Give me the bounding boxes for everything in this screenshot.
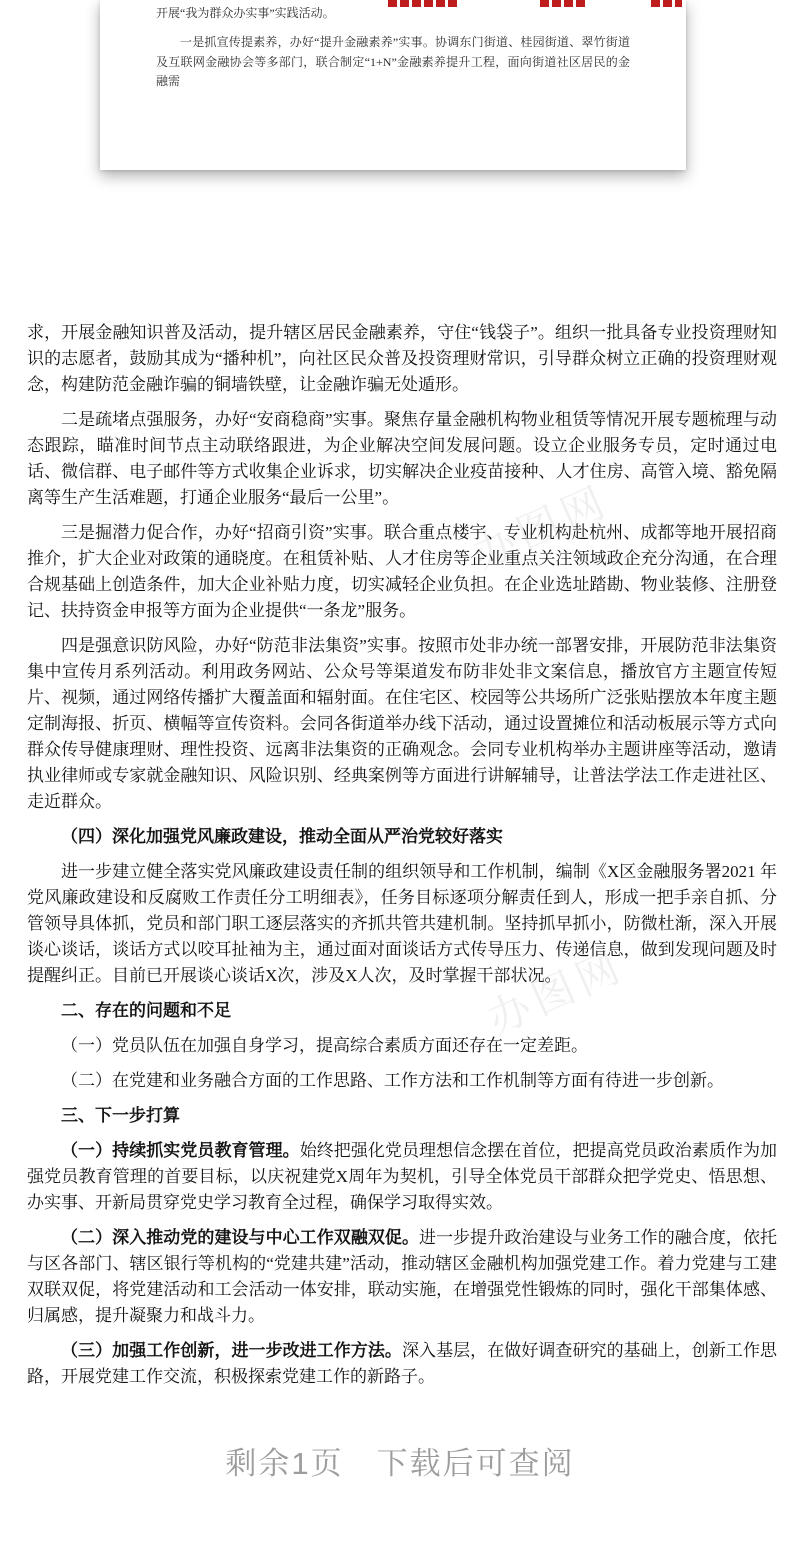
paragraph: 二是疏堵点强服务，办好“安商稳商”实事。聚焦存量金融机构物业租赁等情况开展专题梳理与动态跟踪，瞄准时间节点主动联络跟进，为企业解决空间发展问题。设立企业服务专员，定时通过电话、微信群、电子邮件等方式收集企业诉求，切实解决企业疫苗接种、人才住房、高管入境、豁免隔离等生产生活难题，打通企业服务“最后一公里”。 bbox=[27, 410, 777, 507]
site-watermark: 办图网 bbox=[465, 475, 617, 579]
paragraph: 开展“我为群众办实事”实践活动。 bbox=[156, 6, 335, 20]
section-heading: 三、下一步打算 bbox=[61, 1106, 180, 1125]
paragraph bbox=[27, 1138, 777, 1216]
section-heading: 二、存在的问题和不足 bbox=[61, 1001, 231, 1020]
paragraph: 求，开展金融知识普及活动，提升辖区居民金融素养，守住“钱袋子”。组织一批具备专业投资理财知识的志愿者，鼓励其成为“播种机”，向社区民众普及投资理财常识，引导群众树立正确的投资理财观念，构建防范金融诈骗的铜墙铁壁，让金融诈骗无处遁形。 bbox=[27, 323, 777, 394]
clipped-red-text-fragment bbox=[388, 0, 460, 7]
paragraph-text: 始终把强化党员理想信念摆在首位，把提高党员政治素质作为加强党员教育管理的首要目标，以庆祝建党X周年为契机，引导全体党员干部群众把学党史、悟思想、办实事、开新局贯穿党史学习教育全过程，确保学习取得实效。 bbox=[27, 1141, 778, 1212]
paragraph: （一）党员队伍在加强自身学习，提高综合素质方面还存在一定差距。 bbox=[61, 1036, 588, 1055]
document-page-2-content bbox=[27, 320, 777, 1399]
paragraph: 四是强意识防风险，办好“防范非法集资”实事。按照市处非办统一部署安排，开展防范非法集资集中宣传月系列活动。利用政务网站、公众号等渠道发布防非处非文案信息，播放官方主题宣传短片、视频，通过网络传播扩大覆盖面和辐射面。在住宅区、校园等公共场所广泛张贴摆放本年度主题定制海报、折页、横幅等宣传资料。会同各街道举办线下活动，通过设置摊位和活动板展示等方式向群众传导健康理财、理性投资、远离非法集资的正确观念。会同专业机构举办主题讲座等活动，邀请执业律师或专家就金融知识、风险识别、经典案例等方面进行讲解辅导，让普法学法工作走进社区、走近群众。 bbox=[27, 636, 777, 811]
document-page-1-preview bbox=[100, 0, 686, 170]
paragraph: 一是抓宣传提素养，办好“提升金融素养”实事。协调东门街道、桂园街道、翠竹街道及互联网金融协会等多部门，联合制定“1+N”金融素养提升工程，面向街道社区居民的金融需 bbox=[156, 35, 630, 88]
clipped-red-text-fragment bbox=[651, 0, 682, 7]
paragraph bbox=[27, 1338, 777, 1390]
paragraph-bold-lead: （二）深入推动党的建设与中心工作双融双促。 bbox=[61, 1228, 420, 1247]
remaining-pages-notice: 剩余1页 下载后可查阅 bbox=[225, 1446, 575, 1481]
paragraph: 进一步建立健全落实党风廉政建设责任制的组织领导和工作机制，编制《X区金融服务署2021 年党风廉政建设和反腐败工作责任分工明细表》，任务目标逐项分解责任到人，形成一把手亲自抓、分管领导具体抓，党员和部门职工逐层落实的齐抓共管共建机制。坚持抓早抓小，防微杜渐，深入开展谈心谈话，谈话方式以咬耳扯袖为主，通过面对面谈话方式传导压力、传递信息，做到发现问题及时提醒纠正。目前已开展谈心谈话X次，涉及X人次，及时掌握干部状况。 bbox=[27, 862, 777, 985]
clipped-red-text-fragment bbox=[540, 0, 588, 7]
paragraph: 三是掘潜力促合作，办好“招商引资”实事。联合重点楼宇、专业机构赴杭州、成都等地开展招商推介，扩大企业对政策的通晓度。在租赁补贴、人才住房等企业重点关注领域政企充分沟通，在合理合规基础上创造条件，加大企业补贴力度，切实减轻企业负担。在企业选址踏勘、物业装修、注册登记、扶持资金申报等方面为企业提供“一条龙”服务。 bbox=[27, 523, 777, 620]
paragraph: （二）在党建和业务融合方面的工作思路、工作方法和工作机制等方面有待进一步创新。 bbox=[61, 1071, 724, 1090]
site-watermark: 办图网 bbox=[480, 940, 632, 1044]
paragraph bbox=[27, 1225, 777, 1329]
section-heading: （四）深化加强党风廉政建设，推动全面从严治党较好落实 bbox=[61, 827, 503, 846]
paragraph-text: 进一步提升政治建设与业务工作的融合度，依托与区各部门、辖区银行等机构的“党建共建”活动，推动辖区金融机构加强党建工作。着力党建与工建双联双促，将党建活动和工会活动一体安排，联动实施，在增强党性锻炼的同时，强化干部集体感、归属感，提升凝聚力和战斗力。 bbox=[27, 1228, 778, 1325]
paragraph-bold-lead: （一）持续抓实党员教育管理。 bbox=[61, 1141, 300, 1160]
paragraph-bold-lead: （三）加强工作创新，进一步改进工作方法。 bbox=[61, 1341, 402, 1360]
paragraph-text: 深入基层，在做好调查研究的基础上，创新工作思路，开展党建工作交流，积极探索党建工作的新路子。 bbox=[27, 1341, 778, 1386]
